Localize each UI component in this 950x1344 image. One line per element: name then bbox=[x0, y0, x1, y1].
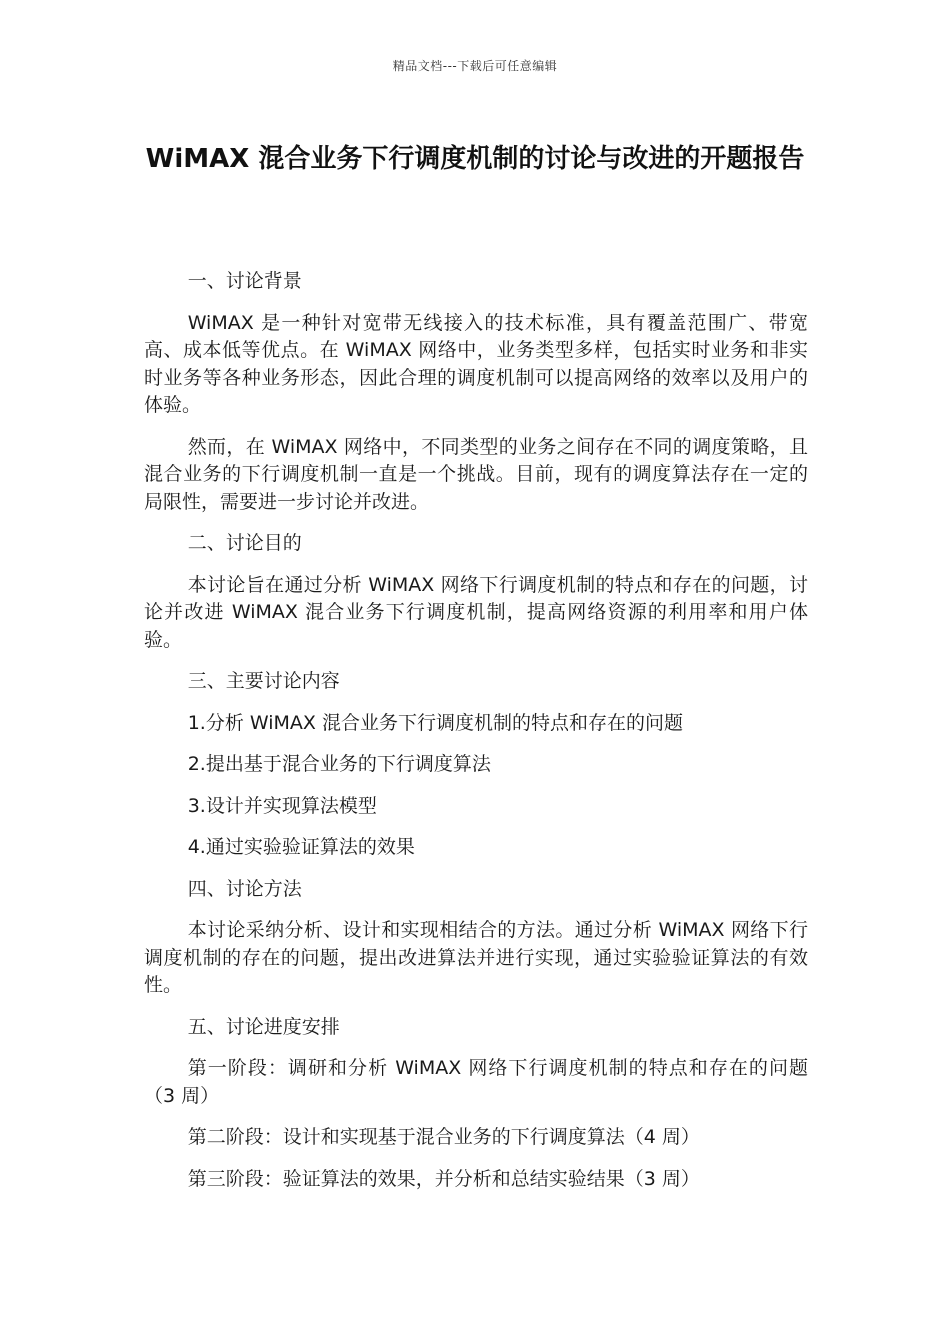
document-title: WiMAX 混合业务下行调度机制的讨论与改进的开题报告 bbox=[145, 144, 805, 174]
page-header-note: 精品文档---下载后可任意编辑 bbox=[392, 59, 558, 73]
section-heading-background: 一、讨论背景 bbox=[187, 270, 302, 292]
paragraph-background-1: WiMAX 是一种针对宽带无线接入的技术标准，具有覆盖范围广、带宽高、成本低等优点。在 WiMAX 网络中，业务类型多样，包括实时业务和非实时业务等各种业务形态，因此合理的调度机制可以提高网络的效率以及用户的体验。 bbox=[144, 311, 808, 416]
section-heading-method: 四、讨论方法 bbox=[187, 877, 302, 900]
paragraph-method: 本讨论采纳分析、设计和实现相结合的方法。通过分析 WiMAX 网络下行调度机制的存在的问题，提出改进算法并进行实现，通过实验验证算法的有效性。 bbox=[144, 919, 808, 996]
document-body bbox=[144, 268, 808, 1207]
section-heading-purpose: 二、讨论目的 bbox=[187, 532, 302, 554]
schedule-stage-2: 第二阶段：设计和实现基于混合业务的下行调度算法（4 周） bbox=[187, 1126, 700, 1148]
list-item-content-1: 1.分析 WiMAX 混合业务下行调度机制的特点和存在的问题 bbox=[187, 711, 683, 734]
paragraph-background-2: 然而，在 WiMAX 网络中，不同类型的业务之间存在不同的调度策略，且混合业务的下行调度机制一直是一个挑战。目前，现有的调度算法存在一定的局限性，需要进一步讨论并改进。 bbox=[144, 435, 808, 513]
paragraph-purpose: 本讨论旨在通过分析 WiMAX 网络下行调度机制的特点和存在的问题，讨论并改进 WiMAX 混合业务下行调度机制，提高网络资源的利用率和用户体验。 bbox=[144, 573, 808, 651]
list-item-content-2: 2.提出基于混合业务的下行调度算法 bbox=[187, 753, 491, 775]
schedule-stage-1: 第一阶段：调研和分析 WiMAX 网络下行调度机制的特点和存在的问题（3 周） bbox=[144, 1057, 808, 1107]
section-heading-main-content: 三、主要讨论内容 bbox=[187, 670, 340, 692]
schedule-stage-3: 第三阶段：验证算法的效果，并分析和总结实验结果（3 周） bbox=[187, 1167, 700, 1190]
section-heading-schedule: 五、讨论进度安排 bbox=[187, 1015, 340, 1038]
list-item-content-3: 3.设计并实现算法模型 bbox=[187, 794, 377, 817]
list-item-content-4: 4.通过实验验证算法的效果 bbox=[187, 836, 415, 858]
